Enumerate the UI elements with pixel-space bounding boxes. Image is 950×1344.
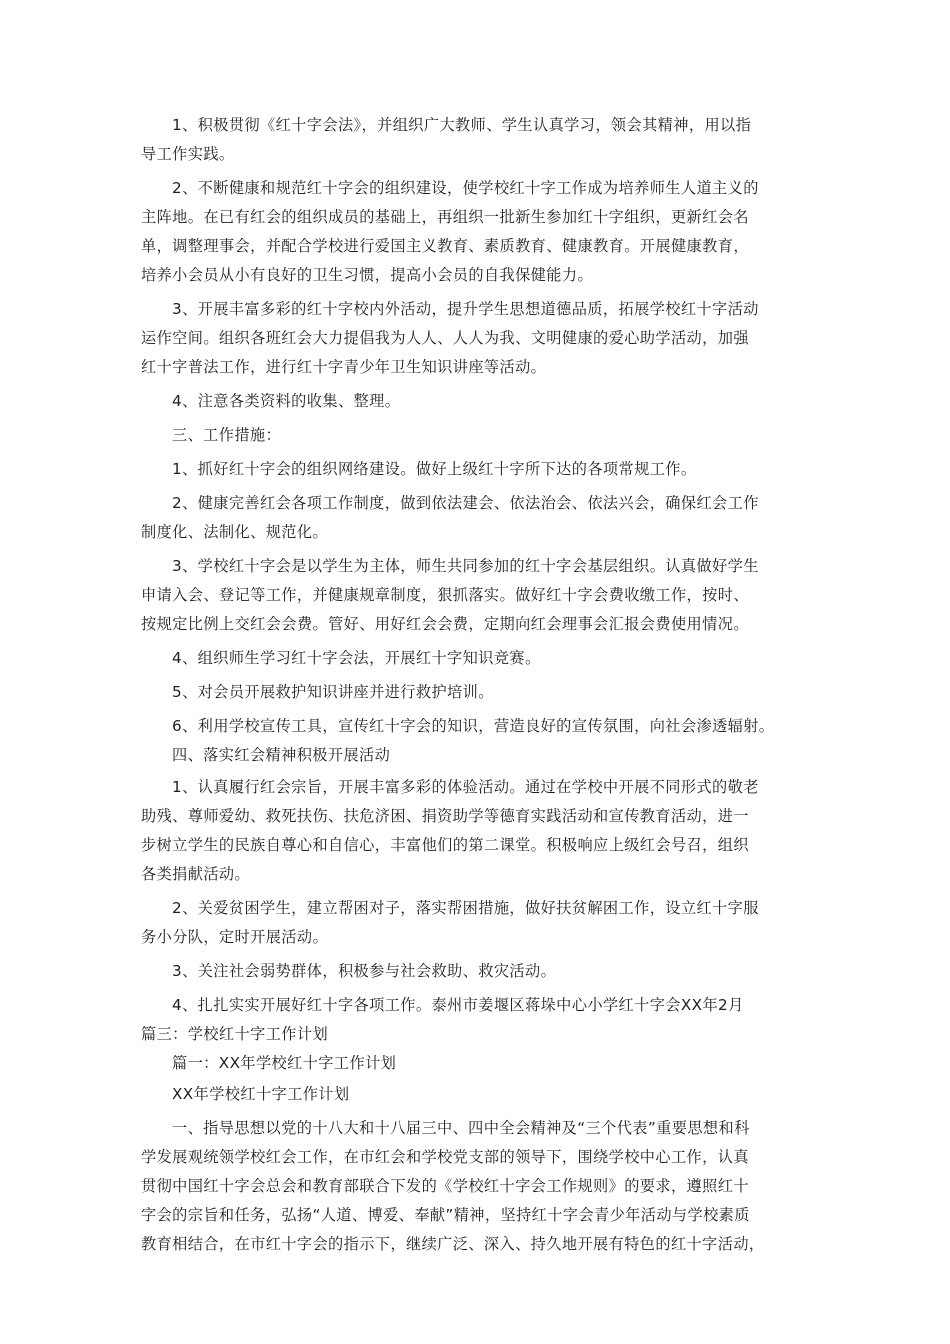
text-line: 1、积极贯彻《红十字会法》，并组织广大教师、学生认真学习，领会其精神，用以指 xyxy=(172,116,752,134)
text-line: 运作空间。组织各班红会大力提倡我为人人、人人为我、文明健康的爱心助学活动，加强 xyxy=(141,329,749,347)
text-line: 导工作实践。 xyxy=(141,145,235,163)
text-line: 4、注意各类资料的收集、整理。 xyxy=(172,392,401,410)
paragraph xyxy=(141,991,821,1078)
document-body xyxy=(141,111,821,1259)
text-line: 5、对会员开展救护知识讲座并进行救护培训。 xyxy=(172,683,494,701)
text-line: 学发展观统领学校红会工作，在市红会和学校党支部的领导下，围绕学校中心工作，认真 xyxy=(141,1148,749,1166)
text-line: 三、工作措施： xyxy=(172,426,282,444)
text-line: 4、扎扎实实开展好红十字各项工作。泰州市姜堰区蒋垛中心小学红十字会XX年2月 xyxy=(172,996,744,1014)
paragraph xyxy=(141,1080,821,1109)
text-line: 申请入会、登记等工作，并健康规章制度，狠抓落实。做好红十字会费收缴工作，按时、 xyxy=(141,586,749,604)
text-line: 务小分队，定时开展活动。 xyxy=(141,928,329,946)
text-line: 3、关注社会弱势群体，积极参与社会救助、救灾活动。 xyxy=(172,962,557,980)
paragraph xyxy=(141,773,821,889)
text-line: 教育相结合，在市红十字会的指示下，继续广泛、深入、持久地开展有特色的红十字活动， xyxy=(141,1235,765,1253)
paragraph xyxy=(141,957,821,986)
paragraph xyxy=(141,644,821,673)
text-line: 按规定比例上交红会会费。管好、用好红会会费，定期向红会理事会汇报会费使用情况。 xyxy=(141,615,749,633)
text-line: 红十字普法工作，进行红十字青少年卫生知识讲座等活动。 xyxy=(141,358,547,376)
text-line: 各类捐献活动。 xyxy=(141,865,251,883)
paragraph xyxy=(141,552,821,639)
text-line: 步树立学生的民族自尊心和自信心，丰富他们的第二课堂。积极响应上级红会号召，组织 xyxy=(141,836,749,854)
paragraph xyxy=(141,455,821,484)
text-line: XX年学校红十字工作计划 xyxy=(172,1085,350,1103)
paragraph xyxy=(141,489,821,547)
paragraph xyxy=(141,174,821,290)
text-line: 篇三：学校红十字工作计划 xyxy=(141,1025,329,1043)
paragraph xyxy=(141,678,821,707)
text-line: 4、组织师生学习红十字会法，开展红十字知识竞赛。 xyxy=(172,649,541,667)
text-line: 一、指导思想以党的十八大和十八届三中、四中全会精神及“三个代表”重要思想和科 xyxy=(172,1119,750,1137)
text-line: 2、健康完善红会各项工作制度，做到依法建会、依法治会、依法兴会，确保红会工作 xyxy=(172,494,759,512)
paragraph xyxy=(141,295,821,382)
text-line: 四、落实红会精神积极开展活动 xyxy=(172,746,391,764)
text-line: 2、不断健康和规范红十字会的组织建设，使学校红十字工作成为培养师生人道主义的 xyxy=(172,179,759,197)
text-line: 制度化、法制化、规范化。 xyxy=(141,523,329,541)
text-line: 3、学校红十字会是以学生为主体，师生共同参加的红十字会基层组织。认真做好学生 xyxy=(172,557,759,575)
text-line: 篇一：XX年学校红十字工作计划 xyxy=(172,1054,397,1072)
text-line: 培养小会员从小有良好的卫生习惯，提高小会员的自我保健能力。 xyxy=(141,266,594,284)
text-line: 主阵地。在已有红会的组织成员的基础上，再组织一批新生参加红十字组织，更新红会名 xyxy=(141,208,749,226)
text-line: 贯彻中国红十字会总会和教育部联合下发的《学校红十字会工作规则》的要求，遵照红十 xyxy=(141,1177,749,1195)
text-line: 单，调整理事会，并配合学校进行爱国主义教育、素质教育、健康教育。开展健康教育， xyxy=(141,237,749,255)
text-line: 字会的宗旨和任务，弘扬“人道、博爱、奉献”精神，坚持红十字会青少年活动与学校素质 xyxy=(141,1206,750,1224)
paragraph xyxy=(141,111,821,169)
paragraph xyxy=(141,387,821,416)
text-line: 6、利用学校宣传工具，宣传红十字会的知识，营造良好的宣传氛围，向社会渗透辐射。 xyxy=(172,717,775,735)
text-line: 1、抓好红十字会的组织网络建设。做好上级红十字所下达的各项常规工作。 xyxy=(172,460,697,478)
paragraph xyxy=(141,421,821,450)
paragraph xyxy=(141,1114,821,1259)
text-line: 1、认真履行红会宗旨，开展丰富多彩的体验活动。通过在学校中开展不同形式的敬老 xyxy=(172,778,759,796)
text-line: 3、开展丰富多彩的红十字校内外活动，提升学生思想道德品质，拓展学校红十字活动 xyxy=(172,300,759,318)
paragraph xyxy=(141,894,821,952)
paragraph xyxy=(141,712,821,770)
text-line: 助残、尊师爱幼、救死扶伤、扶危济困、捐资助学等德育实践活动和宣传教育活动，进一 xyxy=(141,807,749,825)
text-line: 2、关爱贫困学生，建立帮困对子，落实帮困措施，做好扶贫解困工作，设立红十字服 xyxy=(172,899,759,917)
